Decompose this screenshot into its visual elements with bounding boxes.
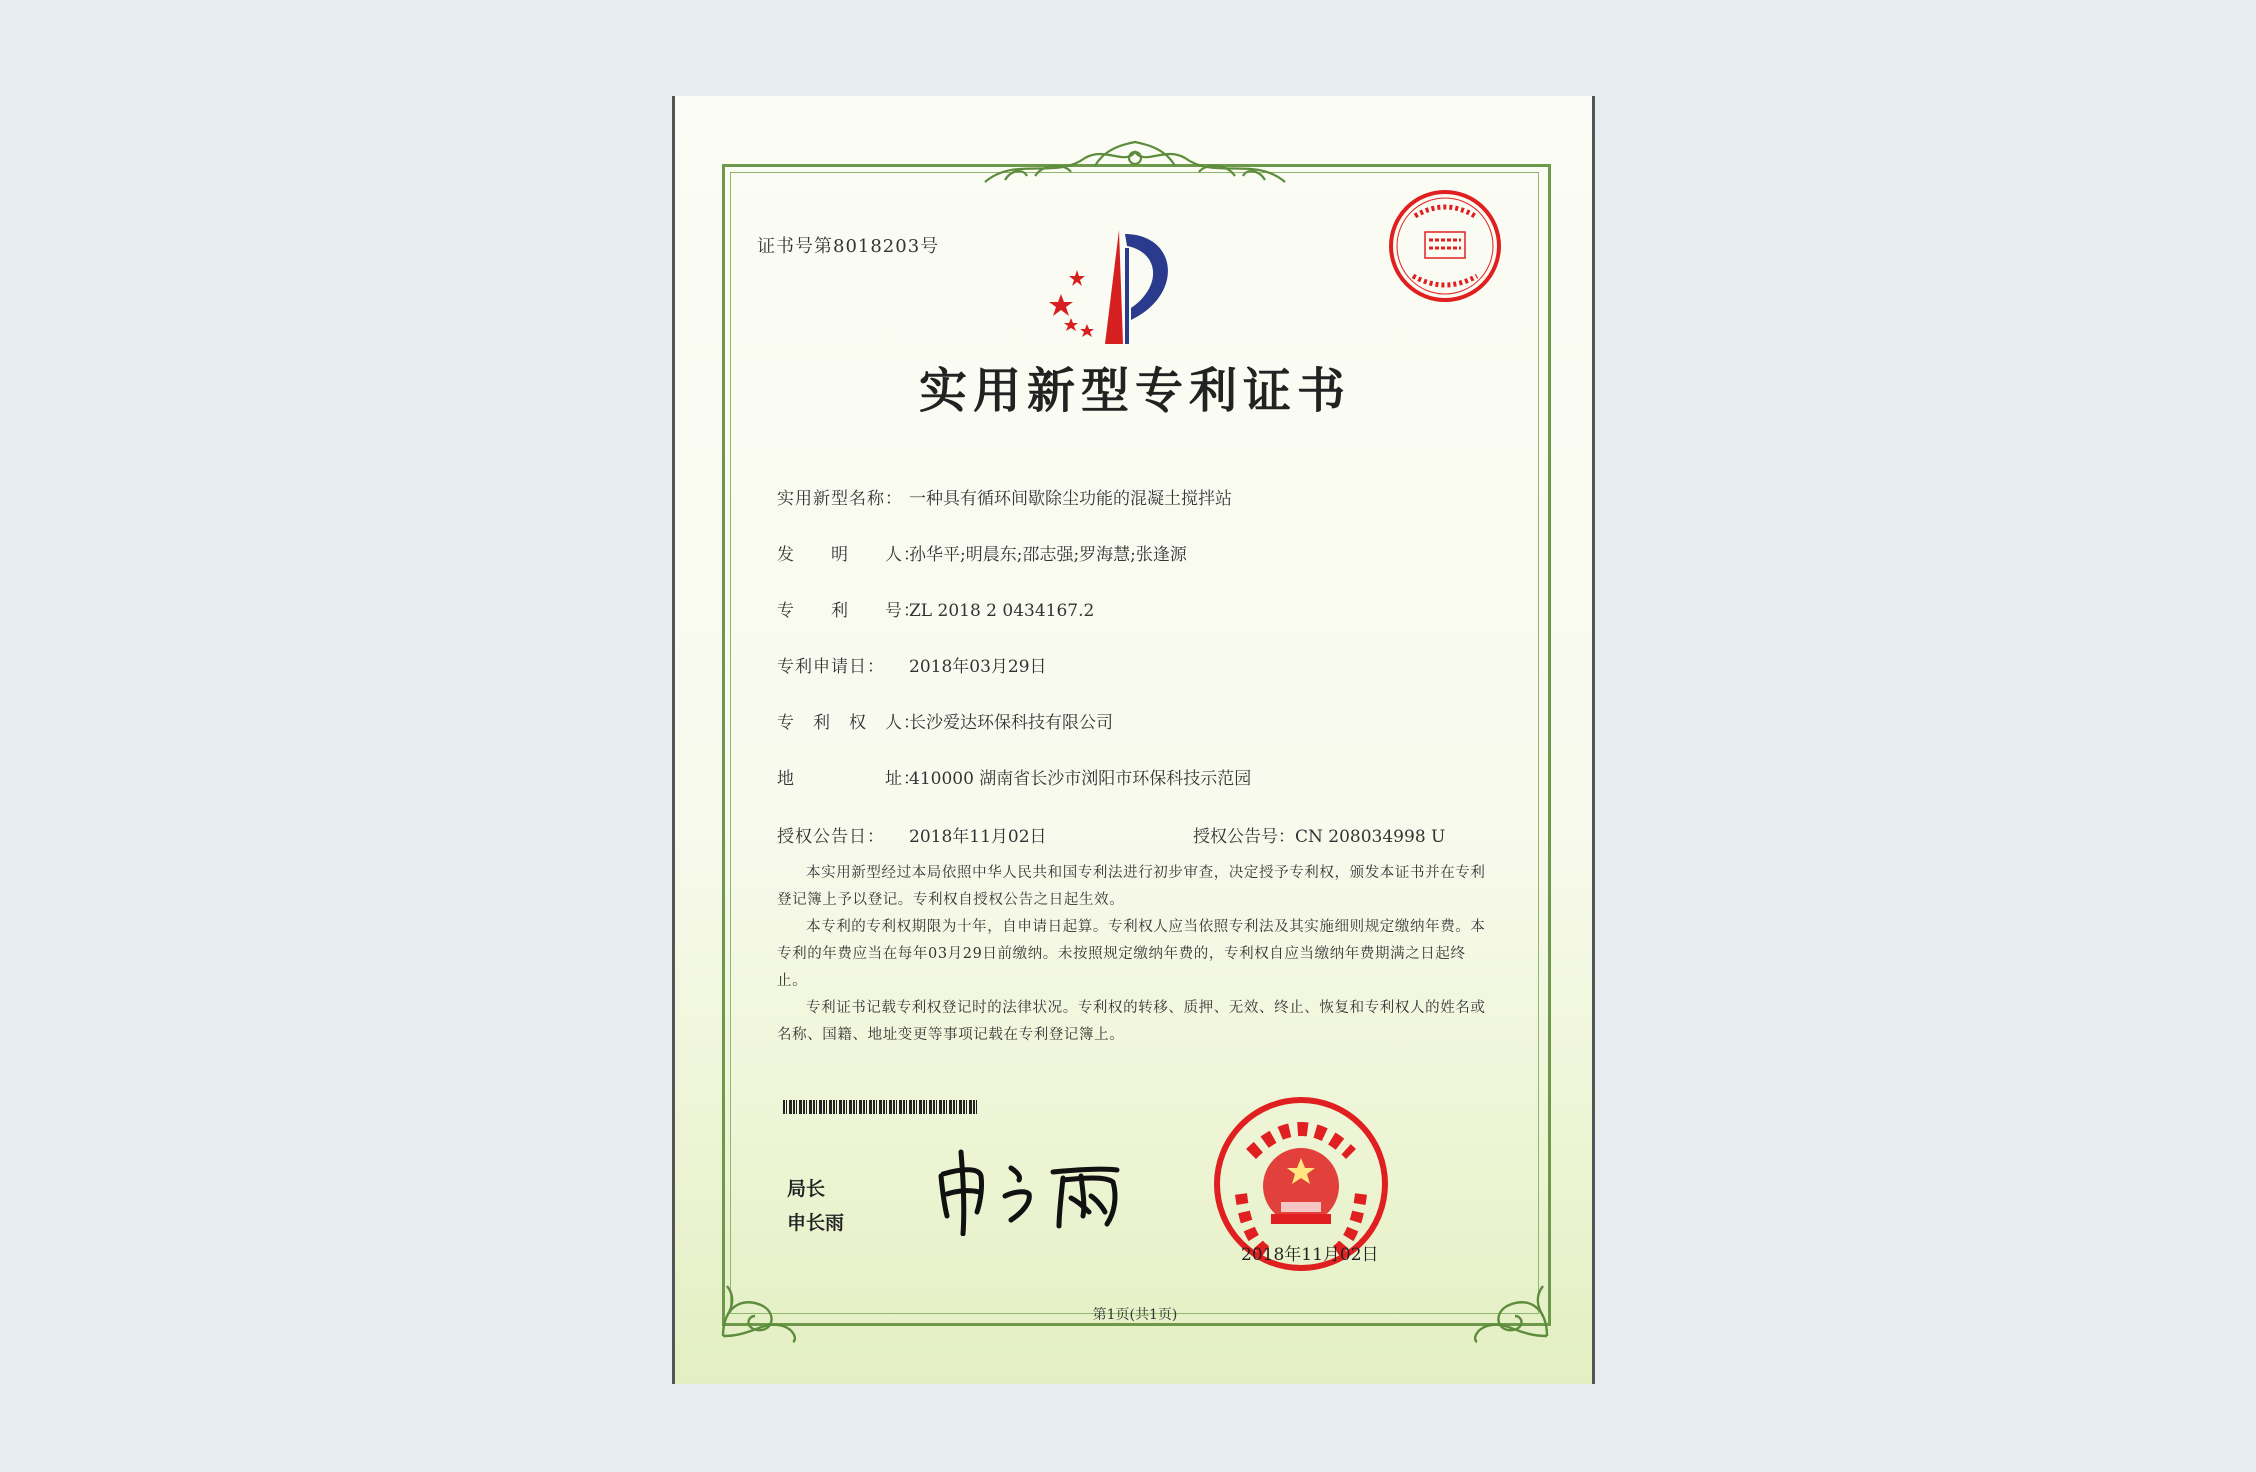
field-application-date xyxy=(777,652,1047,677)
field-label: 专 利 号： xyxy=(777,601,921,621)
bottom-right-ornament-icon xyxy=(1467,1256,1557,1346)
field-value: 410000 湖南省长沙市浏阳市环保科技示范园 xyxy=(909,769,1252,789)
certificate-number: 证书号第8018203号 xyxy=(757,236,940,257)
field-value: 2018年11月02日 xyxy=(909,827,1047,847)
director-title: 局长 xyxy=(787,1178,826,1200)
body-paragraph: 本实用新型经过本局依照中华人民共和国专利法进行初步审查，决定授予专利权，颁发本证书并在专利登记簿上予以登记。专利权自授权公告之日起生效。 xyxy=(777,865,1486,908)
field-inventors xyxy=(777,540,1187,565)
seal-date: 2018年11月02日 xyxy=(1241,1245,1379,1265)
body-paragraph: 本专利的专利权期限为十年，自申请日起算。专利权人应当依照专利法及其实施细则规定缴纳年费。本专利的年费应当在每年03月29日前缴纳。未按照规定缴纳年费的，专利权自应当缴纳年费期满之日起终止。 xyxy=(777,919,1486,989)
field-label: 专 利 权 人： xyxy=(777,713,921,733)
field-value: 长沙爱达环保科技有限公司 xyxy=(909,713,1113,733)
field-label: 授权公告日： xyxy=(777,827,885,847)
field-grant-date xyxy=(777,822,1047,847)
field-label: 发 明 人： xyxy=(777,545,921,565)
body-paragraph: 专利证书记载专利权登记时的法律状况。专利权的转移、质押、无效、终止、恢复和专利权人的姓名或名称、国籍、地址变更等事项记载在专利登记簿上。 xyxy=(777,1000,1486,1043)
patent-office-logo-icon xyxy=(1047,224,1197,344)
field-value: 2018年03月29日 xyxy=(909,657,1047,677)
field-patent-number xyxy=(777,596,1094,621)
field-address xyxy=(777,764,1251,789)
field-value: CN 208034998 U xyxy=(1295,827,1446,847)
field-value: 一种具有循环间歇除尘功能的混凝土搅拌站 xyxy=(909,489,1232,509)
bottom-left-ornament-icon xyxy=(713,1256,803,1346)
director-signature-icon xyxy=(933,1146,1163,1236)
field-value: 孙华平;明晨东;邵志强;罗海慧;张逢源 xyxy=(909,545,1187,565)
field-label: 授权公告号： xyxy=(1193,827,1295,847)
field-label: 专利申请日： xyxy=(777,657,885,677)
field-patentee xyxy=(777,708,1113,733)
barcode xyxy=(783,1100,979,1114)
field-label: 实用新型名称： xyxy=(777,489,903,509)
director-name: 申长雨 xyxy=(787,1212,845,1234)
field-value: ZL 2018 2 0434167.2 xyxy=(909,601,1095,621)
page-number: 第1页(共1页) xyxy=(1092,1307,1178,1323)
field-announcement-number xyxy=(1193,822,1445,847)
field-utility-model-name xyxy=(777,484,1232,509)
top-ornament-icon xyxy=(975,136,1295,190)
tax-stamp-seal-icon xyxy=(1385,186,1505,306)
field-label: 地 址： xyxy=(777,769,921,789)
certificate-title: 实用新型专利证书 xyxy=(918,363,1351,419)
certificate-body-text xyxy=(777,860,1495,1049)
patent-certificate xyxy=(672,96,1595,1384)
